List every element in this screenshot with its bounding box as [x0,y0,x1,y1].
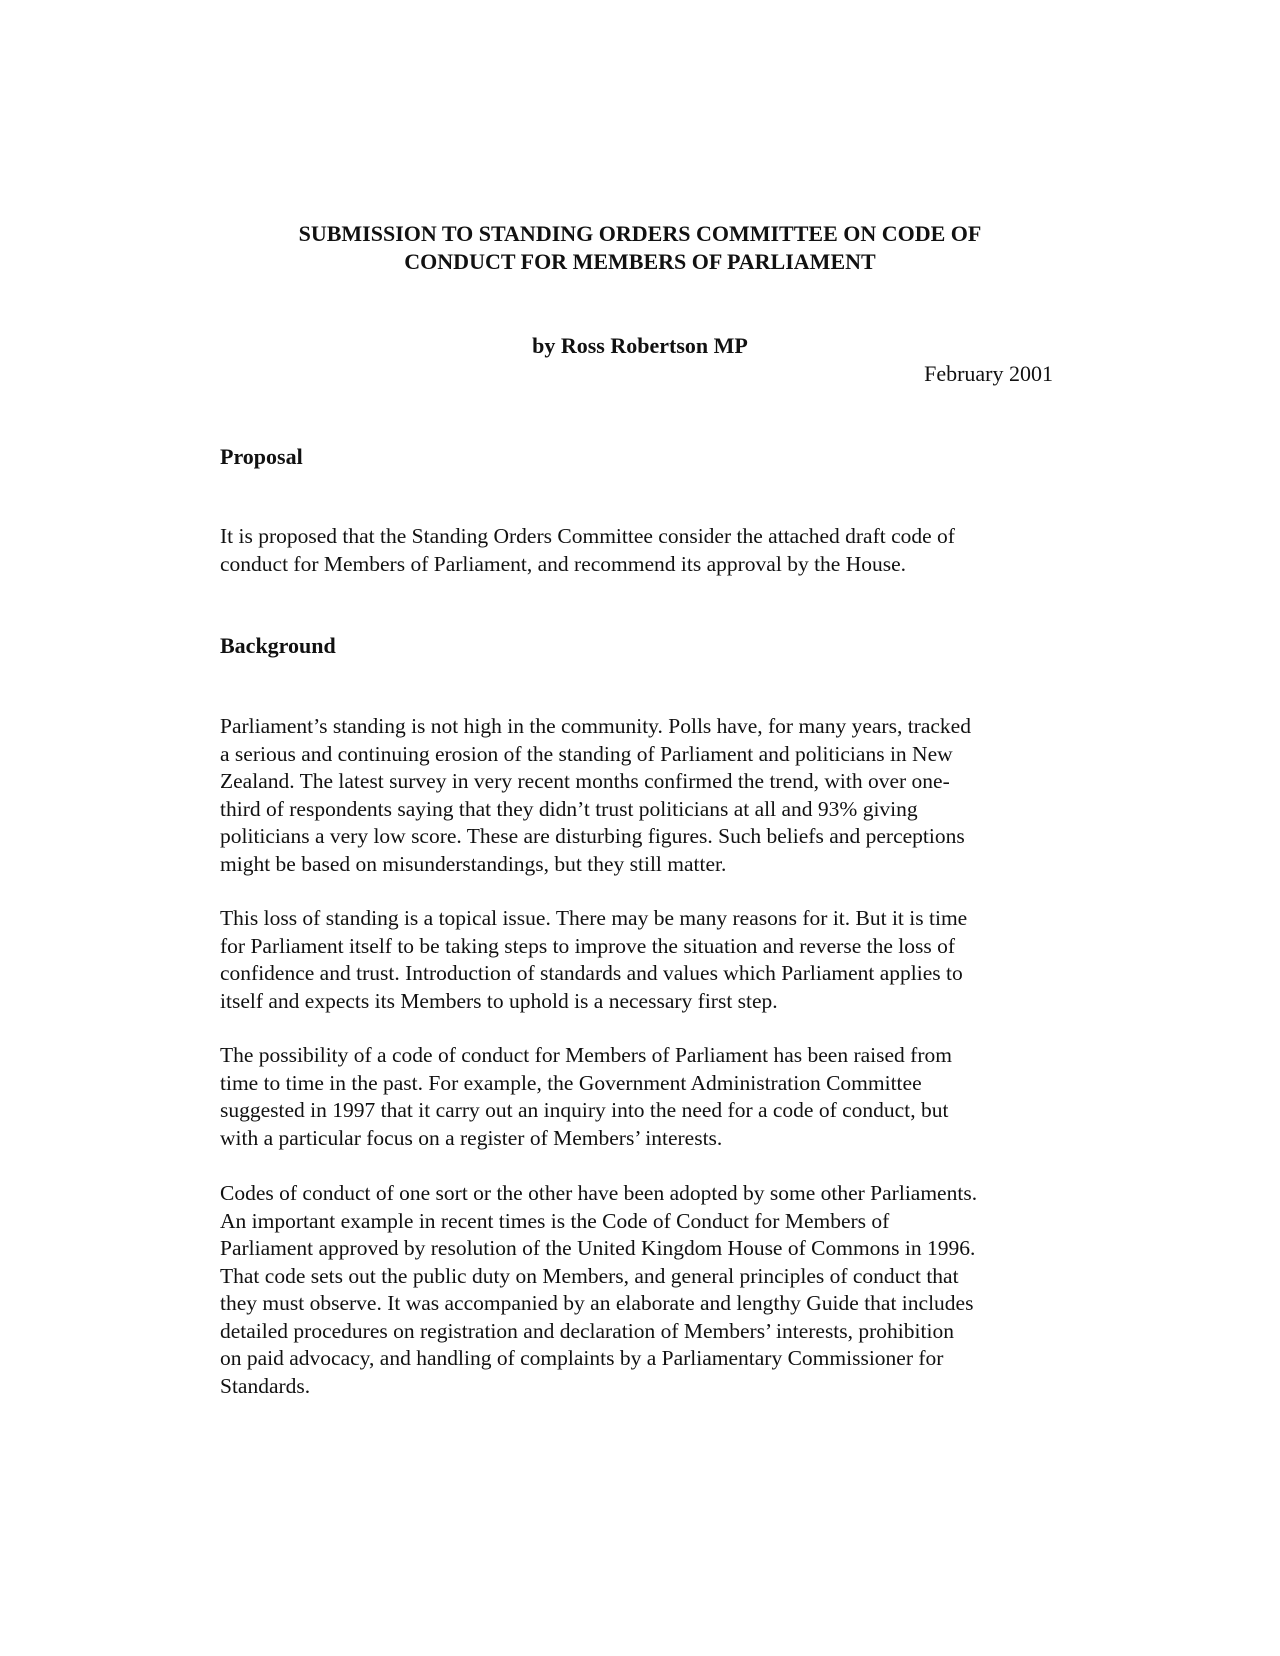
text-line: politicians a very low score. These are disturbing figures. Such beliefs and perceptions [220,824,965,848]
text-line: An important example in recent times is the Code of Conduct for Members of [220,1208,890,1233]
text-line: Parliament’s standing is not high in the community. Polls have, for many years, tracked [220,714,971,738]
text-line: they must observe. It was accompanied by an elaborate and lengthy Guide that includes [220,1291,974,1315]
text-line: Codes of conduct of one sort or the other have been adopted by some other Parliaments. [220,1181,978,1205]
text-line: might be based on misunderstandings, but they still matter. [220,851,727,876]
text-line: time to time in the past. For example, the Government Administration Committee [220,1070,922,1095]
text-line: The possibility of a code of conduct for Members of Parliament has been raised from [220,1043,952,1067]
text-line: a serious and continuing erosion of the standing of Parliament and politicians in New [220,741,953,766]
text-line: conduct for Members of Parliament, and recommend its approval by the House. [220,551,907,576]
text-line: confidence and trust. Introduction of standards and values which Parliament applies to [220,961,963,985]
text-line: with a particular focus on a register of Members’ interests. [220,1125,723,1150]
document-date: February 2001 [924,361,1053,386]
title-line: CONDUCT FOR MEMBERS OF PARLIAMENT [404,249,876,274]
paragraph-proposal [220,523,1080,578]
section-heading-proposal: Proposal [220,444,303,469]
paragraph-background-1 [220,713,1080,878]
text-line: Standards. [220,1373,311,1398]
text-line: Zealand. The latest survey in very recent months confirmed the trend, with over one- [220,769,950,793]
title-line: SUBMISSION TO STANDING ORDERS COMMITTEE ON CODE OF [298,221,982,246]
section-heading-background: Background [220,633,336,658]
document-title [200,220,1080,276]
text-line: third of respondents saying that they didn’t trust politicians at all and 93% giving [220,796,918,821]
author-byline: by Ross Robertson MP [532,333,748,358]
text-line: detailed procedures on registration and declaration of Members’ interests, prohibition [220,1318,954,1343]
text-line: for Parliament itself to be taking steps to improve the situation and reverse the loss of [220,933,956,958]
paragraph-background-4 [220,1180,1080,1400]
text-line: on paid advocacy, and handling of complaints by a Parliamentary Commissioner for [220,1346,944,1370]
text-line: This loss of standing is a topical issue. There may be many reasons for it. But it is time [220,906,968,930]
text-line: It is proposed that the Standing Orders Committee consider the attached draft code of [220,524,955,548]
paragraph-background-3 [220,1042,1080,1152]
text-line: That code sets out the public duty on Members, and general principles of conduct that [220,1263,959,1288]
text-line: Parliament approved by resolution of the United Kingdom House of Commons in 1996. [220,1236,976,1260]
text-line: suggested in 1997 that it carry out an inquiry into the need for a code of conduct, but [220,1098,949,1122]
text-line: itself and expects its Members to uphold is a necessary first step. [220,988,778,1013]
paragraph-background-2 [220,905,1080,1015]
